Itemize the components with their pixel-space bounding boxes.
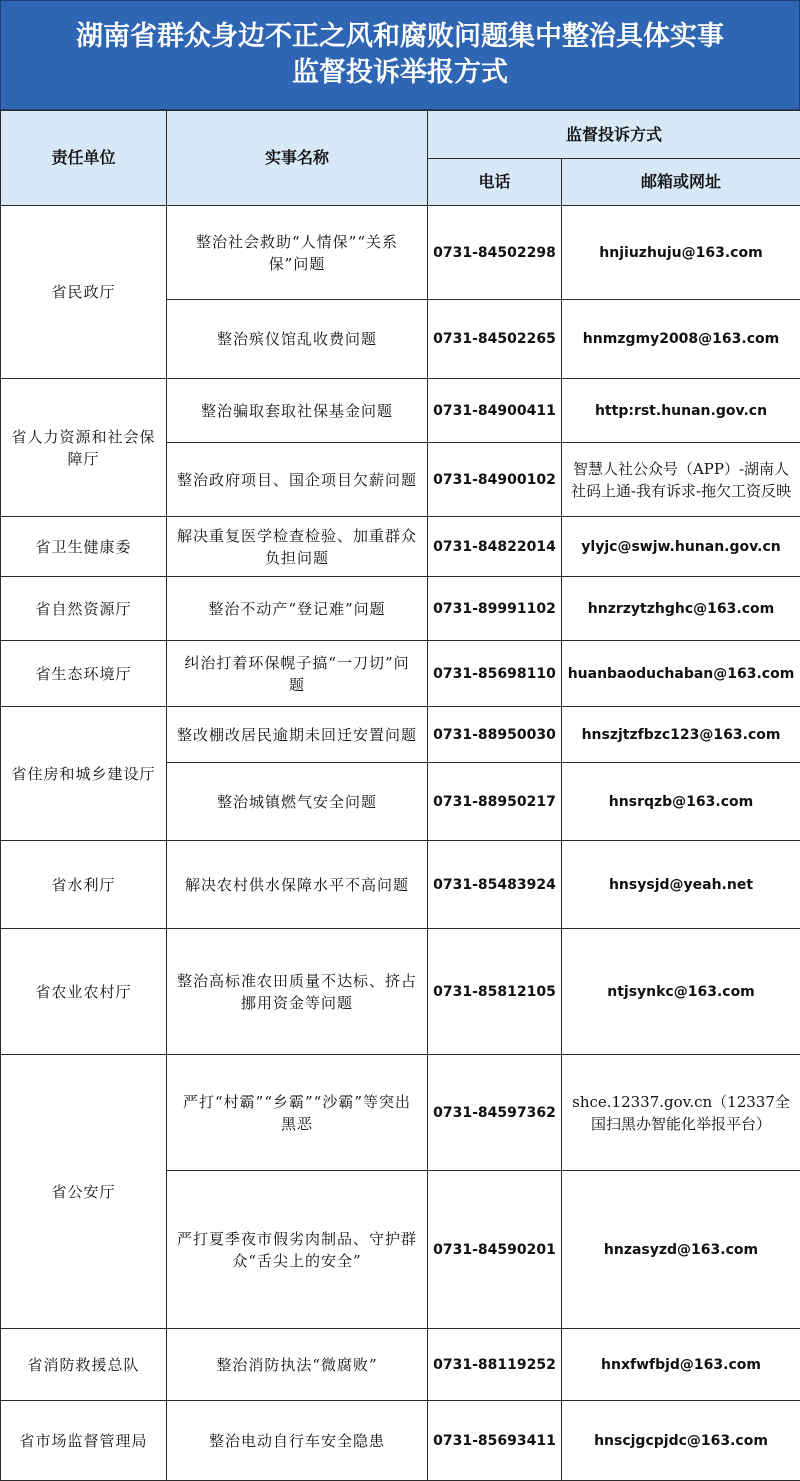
contact-cell: http:rst.hunan.gov.cn [562, 379, 800, 443]
phone-cell: 0731-88950217 [428, 763, 562, 841]
phone-cell: 0731-85698110 [428, 641, 562, 707]
title-line-2: 监督投诉举报方式 [292, 55, 508, 91]
item-cell: 整治政府项目、国企项目欠薪问题 [167, 443, 428, 517]
phone-cell: 0731-84900102 [428, 443, 562, 517]
item-cell: 整治社会救助“人情保”“关系保”问题 [167, 206, 428, 300]
header-item: 实事名称 [167, 111, 428, 206]
unit-cell: 省公安厅 [1, 1055, 167, 1329]
item-cell: 解决农村供水保障水平不高问题 [167, 841, 428, 929]
phone-cell: 0731-84502298 [428, 206, 562, 300]
contact-cell: hnmzgmy2008@163.com [562, 300, 800, 379]
item-cell: 严打夏季夜市假劣肉制品、守护群众“舌尖上的安全” [167, 1171, 428, 1329]
unit-cell: 省生态环境厅 [1, 641, 167, 707]
contact-cell: hnsysjd@yeah.net [562, 841, 800, 929]
phone-cell: 0731-84597362 [428, 1055, 562, 1171]
item-cell: 解决重复医学检查检验、加重群众负担问题 [167, 517, 428, 577]
item-cell: 整治骗取套取社保基金问题 [167, 379, 428, 443]
table-row [1, 841, 800, 929]
item-cell: 整治电动自行车安全隐患 [167, 1401, 428, 1481]
contact-cell: hnjiuzhuju@163.com [562, 206, 800, 300]
phone-cell: 0731-84590201 [428, 1171, 562, 1329]
table-row [1, 577, 800, 641]
contact-cell: ntjsynkc@163.com [562, 929, 800, 1055]
title-line-1: 湖南省群众身边不正之风和腐败问题集中整治具体实事 [76, 19, 724, 55]
item-cell: 整改棚改居民逾期未回迁安置问题 [167, 707, 428, 763]
table-row [1, 707, 800, 763]
unit-cell: 省自然资源厅 [1, 577, 167, 641]
header-contact: 邮箱或网址 [562, 159, 800, 206]
item-cell: 严打“村霸”“乡霸”“沙霸”等突出黑恶 [167, 1055, 428, 1171]
unit-cell: 省人力资源和社会保障厅 [1, 379, 167, 517]
contact-cell: hnscjgcpjdc@163.com [562, 1401, 800, 1481]
contact-cell: hnzrzytzhghc@163.com [562, 577, 800, 641]
contact-cell: hnxfwfbjd@163.com [562, 1329, 800, 1401]
unit-cell: 省卫生健康委 [1, 517, 167, 577]
header-unit: 责任单位 [1, 111, 167, 206]
contact-cell: huanbaoduchaban@163.com [562, 641, 800, 707]
table-row [1, 206, 800, 300]
table-row [1, 517, 800, 577]
table-row [1, 1401, 800, 1481]
contact-cell: hnsrqzb@163.com [562, 763, 800, 841]
item-cell: 整治城镇燃气安全问题 [167, 763, 428, 841]
unit-cell: 省住房和城乡建设厅 [1, 707, 167, 841]
phone-cell: 0731-85483924 [428, 841, 562, 929]
item-cell: 纠治打着环保幌子搞“一刀切”问题 [167, 641, 428, 707]
contact-cell: shce.12337.gov.cn（12337全国扫黑办智能化举报平台） [562, 1055, 800, 1171]
contact-cell: hnzasyzd@163.com [562, 1171, 800, 1329]
page-title [0, 0, 800, 110]
phone-cell: 0731-85693411 [428, 1401, 562, 1481]
contact-cell: ylyjc@swjw.hunan.gov.cn [562, 517, 800, 577]
phone-cell: 0731-84502265 [428, 300, 562, 379]
contact-cell: 智慧人社公众号（APP）-湖南人社码上通-我有诉求-拖欠工资反映 [562, 443, 800, 517]
item-cell: 整治消防执法“微腐败” [167, 1329, 428, 1401]
table-row [1, 379, 800, 443]
unit-cell: 省消防救援总队 [1, 1329, 167, 1401]
header-method: 监督投诉方式 [428, 111, 800, 159]
contact-table [0, 110, 800, 1481]
item-cell: 整治高标准农田质量不达标、挤占挪用资金等问题 [167, 929, 428, 1055]
table-row [1, 641, 800, 707]
unit-cell: 省市场监督管理局 [1, 1401, 167, 1481]
item-cell: 整治殡仪馆乱收费问题 [167, 300, 428, 379]
phone-cell: 0731-88950030 [428, 707, 562, 763]
unit-cell: 省农业农村厅 [1, 929, 167, 1055]
item-cell: 整治不动产“登记难”问题 [167, 577, 428, 641]
unit-cell: 省水利厅 [1, 841, 167, 929]
phone-cell: 0731-85812105 [428, 929, 562, 1055]
phone-cell: 0731-88119252 [428, 1329, 562, 1401]
phone-cell: 0731-89991102 [428, 577, 562, 641]
header-phone: 电话 [428, 159, 562, 206]
phone-cell: 0731-84822014 [428, 517, 562, 577]
table-row [1, 1055, 800, 1171]
contact-cell: hnszjtzfbzc123@163.com [562, 707, 800, 763]
unit-cell: 省民政厅 [1, 206, 167, 379]
table-row [1, 929, 800, 1055]
phone-cell: 0731-84900411 [428, 379, 562, 443]
table-row [1, 1329, 800, 1401]
